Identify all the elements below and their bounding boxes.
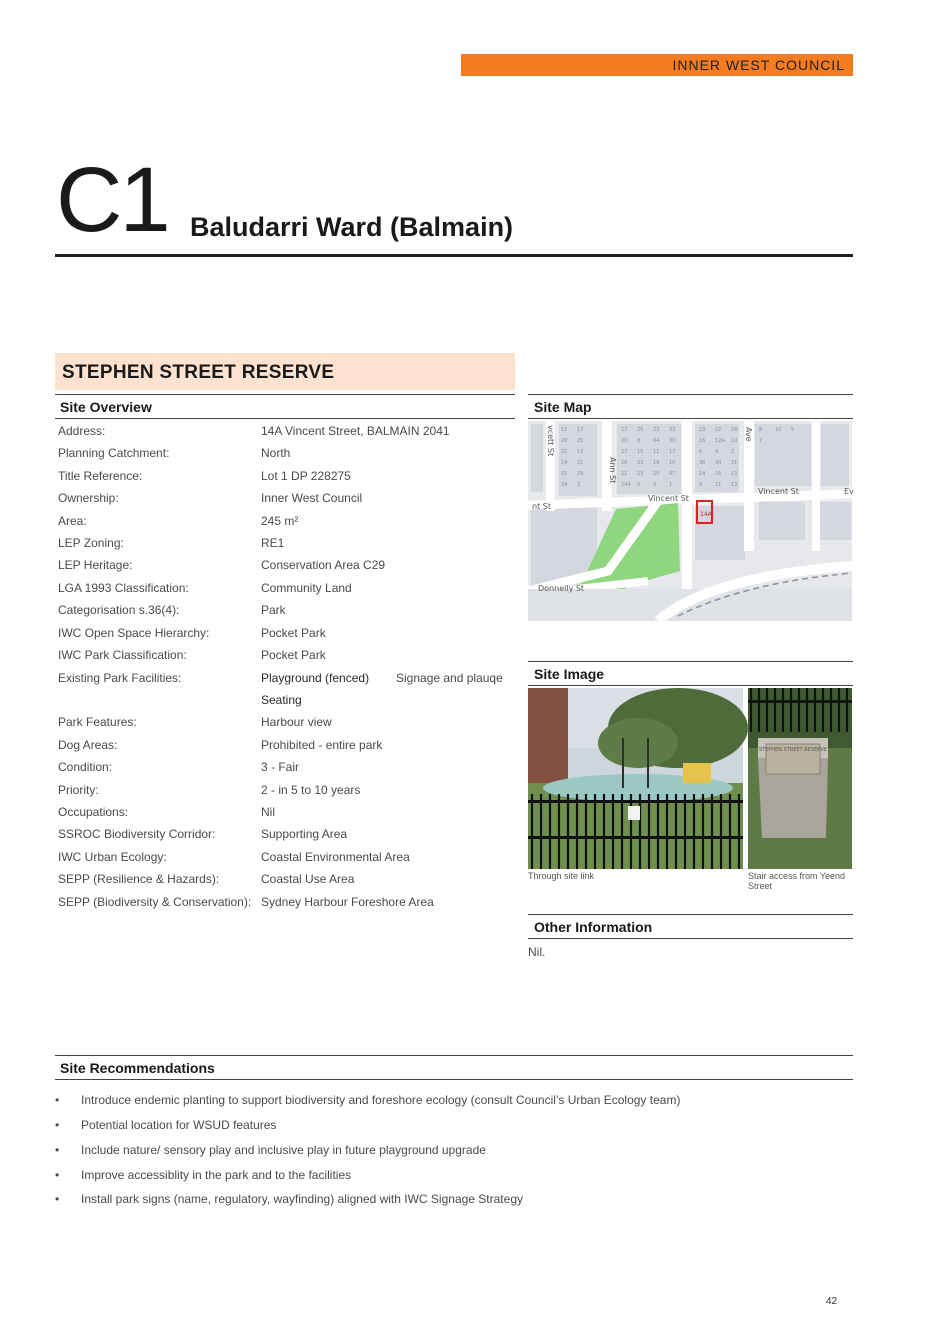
overview-row	[58, 783, 508, 803]
recommendation-text: Include nature/ sensory play and inclusive play in future playground upgrade	[81, 1143, 486, 1157]
recommendation-text: Potential location for WSUD features	[81, 1118, 277, 1132]
map-house-number: 1	[669, 482, 673, 488]
overview-label: SEPP (Biodiversity & Conservation):	[58, 895, 252, 909]
reserve-title-box	[55, 353, 515, 390]
overview-row	[58, 671, 508, 691]
bullet: •	[55, 1168, 60, 1182]
other-top-rule	[528, 914, 853, 915]
page-number: 42	[826, 1296, 838, 1307]
map-house-number: 21	[621, 471, 628, 477]
map-house-number: 16	[621, 460, 628, 466]
overview-value: 14A Vincent Street, BALMAIN 2041	[261, 424, 450, 438]
map-house-number: 25	[637, 427, 644, 433]
council-banner	[461, 54, 853, 76]
map-house-number: 47	[669, 471, 676, 477]
map-label-parcel: 14A	[700, 511, 712, 518]
overview-value: Conservation Area C29	[261, 558, 386, 572]
recommendations-top-rule	[55, 1055, 853, 1056]
overview-row	[58, 715, 508, 735]
overview-value: RE1	[261, 536, 285, 550]
map-house-number: 4	[715, 449, 719, 455]
map-house-number: 8	[637, 438, 641, 444]
overview-row	[58, 760, 508, 780]
map-house-number: 7	[759, 438, 763, 444]
map-house-number: 27	[621, 449, 628, 455]
overview-value: 3 - Fair	[261, 760, 300, 774]
site-photo-through-link	[528, 688, 743, 869]
map-label-donnelly: Donnelly St	[538, 584, 585, 593]
overview-row	[58, 626, 508, 646]
overview-label: Categorisation s.36(4):	[58, 603, 180, 617]
overview-row	[58, 603, 508, 623]
overview-label: Dog Areas:	[58, 738, 118, 752]
overview-value: North	[261, 446, 291, 460]
map-house-number: 3	[653, 482, 657, 488]
caption-through-link: Through site link	[528, 871, 595, 881]
map-house-number: 10	[775, 427, 782, 433]
overview-label: LEP Heritage:	[58, 558, 133, 572]
overview-row	[58, 872, 508, 892]
bullet: •	[55, 1118, 60, 1132]
overview-label: LEP Zoning:	[58, 536, 124, 550]
plaque-photo	[748, 688, 852, 869]
bullet: •	[55, 1192, 60, 1206]
site-recommendations-heading: Site Recommendations	[60, 1060, 215, 1076]
overview-value: Coastal Use Area	[261, 872, 355, 886]
overview-value: 245 m²	[261, 514, 299, 528]
map-house-number: 28	[561, 438, 568, 444]
overview-label: Occupations:	[58, 805, 129, 819]
map-house-number: 14	[561, 460, 568, 466]
overview-value: Lot 1 DP 228275	[261, 469, 351, 483]
overview-value: Harbour view	[261, 715, 332, 729]
map-label-vincent-side: vcett St	[546, 425, 555, 457]
overview-row	[58, 536, 508, 556]
ward-title: Baludarri Ward (Balmain)	[190, 212, 514, 242]
map-house-number: 20	[621, 438, 628, 444]
plaque-text: STEPHEN STREET RESERVE	[758, 747, 828, 753]
overview-label: SEPP (Resilience & Hazards):	[58, 872, 220, 886]
overview-value: Pocket Park	[261, 648, 326, 662]
recommendation-text: Install park signs (name, regulatory, wayfinding) aligned with IWC Signage Strategy	[81, 1192, 523, 1206]
image-top-rule	[528, 661, 853, 662]
overview-value-secondary: Signage and plauqe	[396, 671, 503, 685]
map-house-number: 16	[715, 471, 722, 477]
overview-row	[58, 738, 508, 758]
map-house-number: 5	[791, 427, 795, 433]
map-house-number: 34	[715, 460, 722, 466]
overview-value: Prohibited - entire park	[261, 738, 383, 752]
site-image-heading: Site Image	[534, 666, 605, 682]
council-name: INNER WEST COUNCIL	[672, 57, 845, 73]
map-house-number: 22	[715, 427, 722, 433]
overview-label: Address:	[58, 424, 106, 438]
map-house-number: 33	[637, 460, 644, 466]
map-house-number: 18	[731, 427, 738, 433]
other-information-heading: Other Information	[534, 919, 653, 935]
site-map	[528, 421, 852, 621]
overview-value: Pocket Park	[261, 626, 326, 640]
map-house-number: 17	[621, 427, 628, 433]
overview-row	[58, 581, 508, 601]
map-house-number: 10	[669, 460, 676, 466]
map-house-number: 16	[699, 438, 706, 444]
overview-row	[58, 424, 508, 444]
map-top-rule	[528, 394, 853, 395]
site-map-graphic	[528, 421, 852, 621]
other-bottom-rule	[528, 938, 853, 939]
map-label-vincent-st-east: Vincent St	[758, 487, 799, 496]
map-house-number: 5	[637, 482, 641, 488]
map-house-number: 13	[731, 482, 738, 488]
map-house-number: 10	[731, 438, 738, 444]
map-house-number: 17	[577, 427, 584, 433]
overview-row	[58, 827, 508, 847]
map-house-number: 14	[699, 471, 706, 477]
overview-label: Ownership:	[58, 491, 119, 505]
map-house-number: 11	[715, 482, 722, 488]
list-item	[55, 1093, 815, 1113]
bullet: •	[55, 1143, 60, 1157]
map-house-number: 8	[759, 427, 763, 433]
map-bottom-rule	[528, 418, 853, 419]
map-house-number: 23	[653, 427, 660, 433]
map-house-number: 33	[669, 427, 676, 433]
list-item	[55, 1192, 815, 1212]
overview-row	[58, 446, 508, 466]
overview-row	[58, 805, 508, 825]
overview-row	[58, 469, 508, 489]
overview-value: Inner West Council	[261, 491, 363, 505]
image-bottom-rule	[528, 685, 853, 686]
playground-photo	[528, 688, 743, 869]
map-house-number: 25	[653, 471, 660, 477]
overview-label: IWC Park Classification:	[58, 648, 187, 662]
map-label-ave: Ave	[744, 427, 753, 442]
overview-value: Playground (fenced)	[261, 671, 370, 685]
map-house-number: 22	[561, 449, 568, 455]
list-item	[55, 1118, 815, 1138]
map-label-nt-st: nt St	[532, 502, 551, 511]
map-house-number: 23	[699, 427, 706, 433]
overview-label: IWC Urban Ecology:	[58, 850, 167, 864]
overview-row	[58, 648, 508, 668]
map-house-number: 19	[653, 460, 660, 466]
reserve-title: STEPHEN STREET RESERVE	[62, 362, 335, 383]
overview-bottom-rule	[55, 418, 515, 419]
overview-label: Title Reference:	[58, 469, 143, 483]
overview-label: Park Features:	[58, 715, 137, 729]
overview-value: Community Land	[261, 581, 352, 595]
map-house-number: 31	[731, 460, 738, 466]
map-house-number: 12	[561, 427, 568, 433]
map-house-number: 15	[637, 449, 644, 455]
map-house-number: 13	[577, 449, 584, 455]
overview-value: Nil	[261, 805, 275, 819]
overview-label: SSROC Biodiversity Corridor:	[58, 827, 216, 841]
map-house-number: 13	[731, 471, 738, 477]
map-house-number: 21	[577, 460, 584, 466]
list-item	[55, 1168, 815, 1188]
overview-value: Coastal Environmental Area	[261, 850, 410, 864]
overview-value: 2 - in 5 to 10 years	[261, 783, 361, 797]
overview-value: Seating	[261, 693, 302, 707]
overview-label: Planning Catchment:	[58, 446, 170, 460]
overview-top-rule	[55, 394, 515, 395]
site-photo-stair-access	[748, 688, 852, 869]
overview-row	[58, 558, 508, 578]
map-house-number: 23	[637, 471, 644, 477]
map-house-number: 17	[669, 449, 676, 455]
ward-code: C1	[56, 149, 168, 251]
overview-row	[58, 895, 508, 915]
site-map-heading: Site Map	[534, 399, 592, 415]
map-house-number: 25	[577, 438, 584, 444]
recommendation-text: Introduce endemic planting to support biodiversity and foreshore ecology (consult Council’s Urban Ecology team)	[81, 1093, 681, 1107]
overview-label: Area:	[58, 514, 87, 528]
recommendations-bottom-rule	[55, 1079, 853, 1080]
map-house-number: 11	[653, 449, 660, 455]
map-house-number: 2	[731, 449, 735, 455]
map-label-vincent-st: Vincent St	[648, 494, 689, 503]
overview-value: Sydney Harbour Foreshore Area	[261, 895, 434, 909]
map-house-number: 2	[577, 482, 581, 488]
overview-label: IWC Open Space Hierarchy:	[58, 626, 210, 640]
map-house-number: 36	[699, 460, 706, 466]
map-house-number: 32	[561, 471, 568, 477]
overview-value: Supporting Area	[261, 827, 348, 841]
map-house-number: 6	[699, 449, 703, 455]
overview-row	[58, 693, 508, 713]
title-divider	[55, 254, 853, 257]
caption-stair-access: Stair access from Yeend Street	[748, 871, 846, 891]
other-information-text: Nil.	[528, 945, 546, 959]
map-house-number: 30	[669, 438, 676, 444]
map-house-number: 64	[653, 438, 660, 444]
overview-label: Condition:	[58, 760, 113, 774]
overview-label: LGA 1993 Classification:	[58, 581, 189, 595]
overview-label: Priority:	[58, 783, 99, 797]
map-house-number: 9	[699, 482, 703, 488]
map-label-ev: Ev	[844, 487, 854, 496]
map-house-number: 29	[577, 471, 584, 477]
overview-label: Existing Park Facilities:	[58, 671, 182, 685]
map-house-number: 12A	[715, 438, 725, 444]
overview-row	[58, 491, 508, 511]
list-item	[55, 1143, 815, 1163]
overview-row	[58, 850, 508, 870]
overview-value: Park	[261, 603, 286, 617]
recommendation-text: Improve accessiblity in the park and to the facilities	[81, 1168, 352, 1182]
map-label-ann-st: Ann St	[608, 457, 617, 484]
bullet: •	[55, 1093, 60, 1107]
map-house-number: 24	[561, 482, 568, 488]
site-overview-heading: Site Overview	[60, 399, 152, 415]
overview-row	[58, 514, 508, 534]
map-house-number: 244	[621, 482, 631, 488]
